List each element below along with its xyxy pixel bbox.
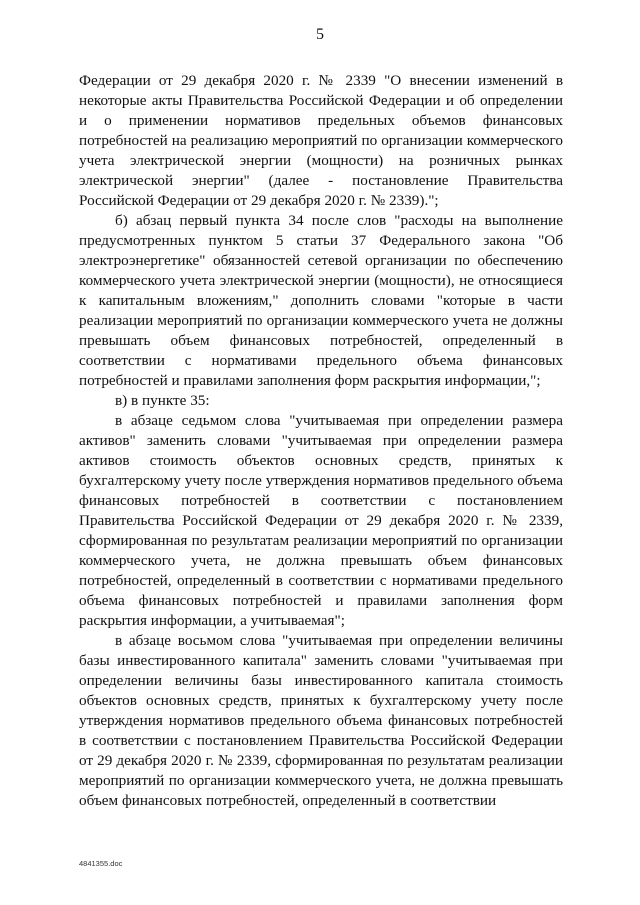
paragraph-b: б) абзац первый пункта 34 после слов "расходы на выполнение предусмотренных пунктом 5 статьи 37 Федерального закона "Об электроэнергетике" обязанностей сетевой организации по обеспечению коммерческого учета электрической энергии (мощности), не относящиеся к капитальным вложениям," дополнить словами "которые в части реализации мероприятий по организации коммерческого учета не должны превышать объем финансовых потребностей, определенный в соответствии с нормативами предельного объема финансовых потребностей и правилами заполнения форм раскрытия информации,"; (79, 212, 563, 389)
paragraph-continuation: Федерации от 29 декабря 2020 г. № 2339 "О внесении изменений в некоторые акты Правительства Российской Федерации и об определении и о применении нормативов предельных объемов финансовых потребностей на реализацию мероприятий по организации коммерческого учета электрической энергии (мощности) на розничных рынках электрической энергии" (далее - постановление Правительства Российской Федерации от 29 декабря 2020 г. № 2339)."; (79, 72, 563, 209)
paragraph-v-seventh: в абзаце седьмом слова "учитываемая при определении размера активов" заменить словами "учитываемая при определении размера активов стоимость объектов основных средств, принятых к бухгалтерскому учету после утверждения нормативов предельного объема финансовых потребностей в соответствии с постановлением Правительства Российской Федерации от 29 декабря 2020 г. № 2339, сформированная по результатам реализации мероприятий по организации коммерческого учета, не должна превышать объем финансовых потребностей, определенный в соответствии с нормативами предельного объема финансовых потребностей и правилами заполнения форм раскрытия информации, а учитываемая"; (79, 412, 563, 629)
page-number: 5 (316, 26, 324, 43)
file-name-footer: 4841355.doc (79, 859, 123, 868)
paragraph-v-eighth: в абзаце восьмом слова "учитываемая при определении величины базы инвестированного капитала" заменить словами "учитываемая при определении величины базы инвестированного капитала стоимость объектов основных средств, принятых к бухгалтерскому учету после утверждения нормативов предельного объема финансовых потребностей в соответствии с постановлением Правительства Российской Федерации от 29 декабря 2020 г. № 2339, сформированная по результатам реализации мероприятий по организации коммерческого учета, не должна превышать объем финансовых потребностей, определенный в соответствии (79, 632, 563, 809)
document-body (79, 71, 563, 811)
paragraph-v: в) в пункте 35: (115, 392, 210, 409)
